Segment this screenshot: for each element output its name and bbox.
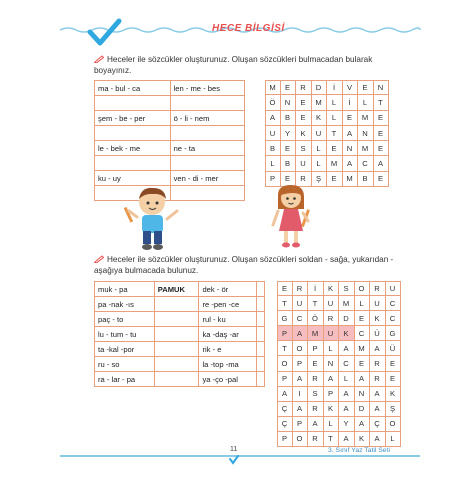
grid-letter: D (355, 402, 371, 417)
grid-letter: Ş (386, 402, 402, 417)
grid-letter: E (355, 311, 371, 326)
grid-letter: A (343, 156, 359, 171)
table-cell: dek - ör (199, 282, 256, 297)
grid-letter: U (386, 281, 402, 296)
table-cell (154, 297, 199, 312)
table-row (95, 312, 265, 327)
pencil-icon (94, 55, 104, 63)
grid-letter: B (281, 111, 297, 126)
grid-letter: C (386, 296, 402, 311)
table-cell: ka -daş -ar (199, 327, 256, 342)
grid-letter: T (374, 95, 390, 110)
table-cell (256, 357, 264, 372)
grid-letter: M (355, 341, 371, 356)
grid-row (265, 95, 389, 110)
grid-letter: R (370, 281, 386, 296)
grid-letter: A (293, 402, 309, 417)
grid-letter: Ç (277, 417, 293, 432)
table-row (95, 357, 265, 372)
grid-letter: A (308, 417, 324, 432)
table-row (95, 372, 265, 387)
table-row (95, 126, 245, 141)
grid-letter: S (296, 141, 312, 156)
grid-letter: T (277, 296, 293, 311)
grid-letter: A (370, 402, 386, 417)
syllable-table-2 (94, 281, 265, 387)
grid-letter: R (308, 402, 324, 417)
grid-letter: K (339, 326, 355, 341)
grid-row (277, 356, 401, 371)
grid-letter: Ç (370, 417, 386, 432)
grid-letter: O (355, 281, 371, 296)
table-cell (256, 297, 264, 312)
table-cell (256, 372, 264, 387)
grid-letter: E (296, 95, 312, 110)
grid-row (277, 432, 401, 447)
pencil-icon (94, 255, 104, 263)
grid-letter: N (355, 387, 371, 402)
grid-letter: T (277, 341, 293, 356)
grid-letter: I (293, 387, 309, 402)
table-cell (95, 96, 171, 111)
grid-letter: K (312, 111, 328, 126)
grid-letter: A (370, 432, 386, 447)
table-row (95, 171, 245, 186)
grid-letter: Ü (386, 341, 402, 356)
grid-letter: K (386, 387, 402, 402)
grid-letter: İ (327, 80, 343, 95)
grid-letter: Ş (312, 172, 328, 187)
series-title: 3. Sınıf Yaz Tatil Seti (328, 447, 390, 454)
grid-letter: T (308, 296, 324, 311)
grid-letter: U (296, 156, 312, 171)
grid-row (277, 387, 401, 402)
grid-letter: E (374, 126, 390, 141)
table-cell: ru - so (95, 357, 155, 372)
grid-row (277, 281, 401, 296)
grid-letter: E (355, 356, 371, 371)
grid-row (277, 296, 401, 311)
grid-letter: Ö (265, 95, 281, 110)
grid-letter: M (312, 95, 328, 110)
grid-letter: C (386, 311, 402, 326)
grid-letter: E (327, 172, 343, 187)
grid-letter: L (386, 432, 402, 447)
grid-row (265, 156, 389, 171)
table-cell (256, 327, 264, 342)
grid-letter: A (277, 387, 293, 402)
grid-letter: M (343, 172, 359, 187)
grid-letter: E (374, 172, 390, 187)
grid-letter: L (312, 141, 328, 156)
table-cell (256, 312, 264, 327)
grid-row (265, 80, 389, 95)
grid-letter: L (265, 156, 281, 171)
table-cell: lu - tum - tu (95, 327, 155, 342)
footer-line (60, 455, 420, 457)
grid-letter: R (324, 311, 340, 326)
grid-letter: D (312, 80, 328, 95)
grid-letter: E (374, 141, 390, 156)
table-row (95, 342, 265, 357)
table-cell (95, 156, 171, 171)
grid-letter: S (308, 387, 324, 402)
checkmark-icon (86, 18, 122, 48)
table-cell (154, 327, 199, 342)
table-row (95, 297, 265, 312)
grid-letter: A (293, 372, 309, 387)
grid-letter: A (370, 387, 386, 402)
grid-letter: A (355, 372, 371, 387)
grid-letter: P (293, 356, 309, 371)
grid-letter: K (355, 432, 371, 447)
grid-letter: L (355, 296, 371, 311)
grid-letter: V (343, 80, 359, 95)
word-search-grid-2 (277, 281, 401, 447)
grid-letter: P (277, 432, 293, 447)
grid-letter: S (339, 281, 355, 296)
grid-letter: L (339, 372, 355, 387)
grid-letter: U (265, 126, 281, 141)
grid-letter: E (281, 80, 297, 95)
page-number: 11 (230, 446, 238, 453)
table-row (95, 156, 245, 171)
grid-row (265, 126, 389, 141)
grid-letter: A (324, 372, 340, 387)
grid-letter: N (281, 95, 297, 110)
table-cell (154, 342, 199, 357)
table-cell (95, 126, 171, 141)
grid-letter: U (312, 126, 328, 141)
grid-letter: U (324, 296, 340, 311)
table-cell (154, 312, 199, 327)
page-title: HECE BİLGİSİ (212, 23, 285, 34)
grid-letter: Y (281, 126, 297, 141)
table-cell: muk - pa (95, 282, 155, 297)
grid-letter: C (355, 326, 371, 341)
table-cell: paç - to (95, 312, 155, 327)
grid-letter: B (358, 172, 374, 187)
table-cell: la -top -ma (199, 357, 256, 372)
grid-letter: L (358, 95, 374, 110)
table-row (95, 111, 245, 126)
grid-letter: O (386, 417, 402, 432)
grid-letter: A (265, 111, 281, 126)
grid-row (277, 402, 401, 417)
grid-letter: B (281, 156, 297, 171)
table-cell (256, 342, 264, 357)
checkmark-icon (229, 455, 239, 465)
grid-row (277, 417, 401, 432)
grid-letter: A (339, 402, 355, 417)
table-cell: ven - di - mer (170, 171, 244, 186)
grid-letter: E (343, 111, 359, 126)
grid-letter: İ (308, 281, 324, 296)
grid-letter: D (339, 311, 355, 326)
grid-letter: A (374, 156, 390, 171)
grid-letter: E (308, 356, 324, 371)
grid-letter: N (343, 141, 359, 156)
grid-letter: A (339, 387, 355, 402)
grid-letter: O (277, 356, 293, 371)
table-cell: rul - ku (199, 312, 256, 327)
grid-letter: M (265, 80, 281, 95)
grid-letter: O (293, 432, 309, 447)
grid-letter: L (312, 156, 328, 171)
grid-letter: T (324, 432, 340, 447)
grid-row (277, 341, 401, 356)
table-cell: ma - bul - ca (95, 81, 171, 96)
grid-letter: E (386, 372, 402, 387)
table-cell: ku - uy (95, 171, 171, 186)
grid-letter: E (327, 141, 343, 156)
table-cell: pa -nak -ıs (95, 297, 155, 312)
grid-row (265, 111, 389, 126)
grid-letter: A (293, 326, 309, 341)
table-row (95, 327, 265, 342)
table-cell: rik - e (199, 342, 256, 357)
table-cell: PAMUK (154, 282, 199, 297)
grid-letter: A (339, 341, 355, 356)
grid-letter: E (277, 281, 293, 296)
table-cell (154, 357, 199, 372)
grid-letter: Ç (277, 402, 293, 417)
table-cell (256, 282, 264, 297)
syllable-table-1 (94, 80, 245, 201)
grid-letter: B (265, 141, 281, 156)
table-cell: re -pen -ce (199, 297, 256, 312)
table-cell (170, 96, 244, 111)
grid-letter: R (370, 356, 386, 371)
grid-letter: G (277, 311, 293, 326)
grid-letter: G (386, 326, 402, 341)
grid-row (265, 141, 389, 156)
grid-letter: M (327, 156, 343, 171)
grid-letter: P (265, 172, 281, 187)
instruction-2-text: Heceler ile sözcükler oluşturunuz. Oluşan sözcükleri soldan - sağa, yukarıdan - aşağıya bulmacada bulunuz. (94, 255, 394, 275)
grid-letter: L (327, 111, 343, 126)
grid-letter: Ö (308, 311, 324, 326)
grid-letter: İ (343, 95, 359, 110)
grid-letter: A (370, 341, 386, 356)
grid-letter: P (277, 326, 293, 341)
table-cell: len - me - bes (170, 81, 244, 96)
grid-letter: T (327, 126, 343, 141)
grid-letter: M (358, 111, 374, 126)
grid-letter: R (308, 372, 324, 387)
grid-letter: Y (339, 417, 355, 432)
grid-letter: R (296, 172, 312, 187)
grid-letter: A (355, 417, 371, 432)
grid-row (277, 326, 401, 341)
grid-letter: E (374, 111, 390, 126)
grid-letter: P (324, 387, 340, 402)
grid-letter: C (339, 356, 355, 371)
grid-letter: L (324, 417, 340, 432)
grid-letter: N (324, 356, 340, 371)
grid-letter: R (293, 281, 309, 296)
grid-letter: K (296, 126, 312, 141)
word-search-grid-1 (265, 80, 389, 187)
grid-letter: P (277, 372, 293, 387)
grid-letter: L (324, 341, 340, 356)
girl-illustration (270, 185, 314, 251)
grid-letter: E (358, 80, 374, 95)
grid-letter: P (293, 417, 309, 432)
grid-letter: U (293, 296, 309, 311)
table-row (95, 96, 245, 111)
grid-letter: M (339, 296, 355, 311)
grid-letter: L (327, 95, 343, 110)
grid-letter: O (293, 341, 309, 356)
boy-illustration (123, 185, 185, 253)
grid-letter: A (343, 126, 359, 141)
table-cell: ta -kal -por (95, 342, 155, 357)
grid-row (277, 311, 401, 326)
grid-letter: U (370, 296, 386, 311)
instruction-1-text: Heceler ile sözcükler oluşturunuz. Oluşan sözcükleri bulmacadan bularak boyayınız. (94, 55, 373, 75)
table-cell: ö - li - nem (170, 111, 244, 126)
table-cell (154, 372, 199, 387)
grid-letter: K (370, 311, 386, 326)
grid-letter: M (358, 141, 374, 156)
grid-letter: E (386, 356, 402, 371)
grid-letter: U (324, 326, 340, 341)
grid-letter: R (370, 372, 386, 387)
grid-letter: E (281, 141, 297, 156)
table-cell: şem - be - per (95, 111, 171, 126)
instruction-1 (94, 55, 394, 76)
grid-letter: K (324, 402, 340, 417)
grid-letter: A (339, 432, 355, 447)
grid-letter: C (358, 156, 374, 171)
grid-letter: C (293, 311, 309, 326)
grid-letter: R (308, 432, 324, 447)
grid-letter: Ü (370, 326, 386, 341)
table-row (95, 141, 245, 156)
table-cell (170, 126, 244, 141)
instruction-2 (94, 255, 394, 276)
grid-letter: R (296, 80, 312, 95)
table-cell: ya -ço -pal (199, 372, 256, 387)
grid-letter: P (308, 341, 324, 356)
table-cell: ne - ta (170, 141, 244, 156)
table-row (95, 81, 245, 96)
grid-letter: M (308, 326, 324, 341)
grid-row (277, 372, 401, 387)
grid-letter: E (281, 172, 297, 187)
table-cell: ra - lar - pa (95, 372, 155, 387)
grid-letter: N (374, 80, 390, 95)
grid-letter: N (358, 126, 374, 141)
table-cell: le - bek - me (95, 141, 171, 156)
grid-letter: K (324, 281, 340, 296)
table-cell (170, 156, 244, 171)
grid-letter: E (296, 111, 312, 126)
table-row (95, 282, 265, 297)
